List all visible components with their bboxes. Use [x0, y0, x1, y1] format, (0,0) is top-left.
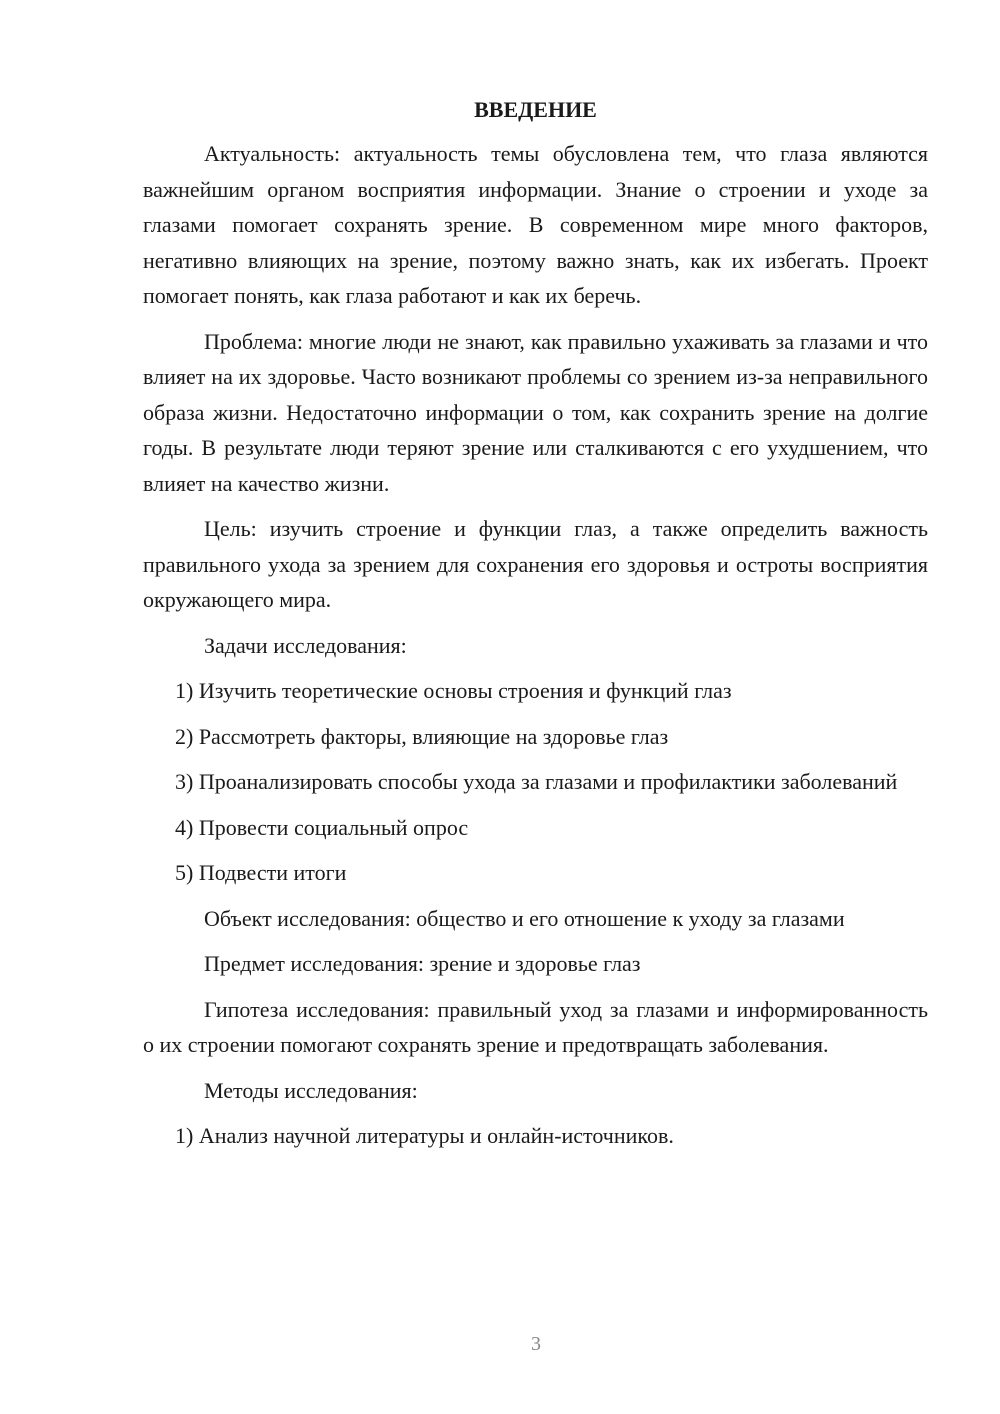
- section-title: ВВЕДЕНИЕ: [474, 97, 597, 122]
- task-item-5: 5) Подвести итоги: [175, 860, 347, 885]
- method-item-1: 1) Анализ научной литературы и онлайн-источников.: [175, 1123, 674, 1148]
- research-subject: Предмет исследования: зрение и здоровье глаз: [204, 951, 641, 976]
- task-item-2: 2) Рассмотреть факторы, влияющие на здоровье глаз: [175, 723, 669, 749]
- page-content: [143, 94, 928, 1164]
- task-item-3: 3) Проанализировать способы ухода за глазами и профилактики заболеваний: [175, 769, 898, 794]
- goal-paragraph: Цель: изучить строение и функции глаз, а также определить важность правильного ухода за зрением для сохранения его здоровья и остроты восприятия окружающего мира.: [143, 516, 928, 612]
- tasks-heading: Задачи исследования:: [204, 632, 407, 658]
- problem-paragraph: Проблема: многие люди не знают, как правильно ухаживать за глазами и что влияет на их здоровье. Часто возникают проблемы со зрением из-за неправильного образа жизни. Недостаточно информации о том, как сохранить зрение на долгие годы. В результате люди теряют зрение или сталкиваются с его ухудшением, что влияет на качество жизни.: [143, 328, 928, 496]
- page-number: 3: [531, 1333, 541, 1355]
- task-item-4: 4) Провести социальный опрос: [175, 814, 469, 840]
- research-object: Объект исследования: общество и его отношение к уходу за глазами: [204, 905, 845, 931]
- relevance-paragraph: Актуальность: актуальность темы обусловлена тем, что глаза являются важнейшим органом восприятия информации. Знание о строении и уходе за глазами помогает сохранять зрение. В современном мире много факторов, негативно влияющих на зрение, поэтому важно знать, как их избегать. Проект помогает понять, как глаза работают и как их беречь.: [143, 141, 928, 308]
- hypothesis-paragraph: Гипотеза исследования: правильный уход за глазами и информированность о их строении помогают сохранять зрение и предотвращать заболевания.: [143, 996, 928, 1057]
- task-item-1: 1) Изучить теоретические основы строения и функций глаз: [175, 678, 732, 703]
- methods-heading: Методы исследования:: [204, 1077, 418, 1103]
